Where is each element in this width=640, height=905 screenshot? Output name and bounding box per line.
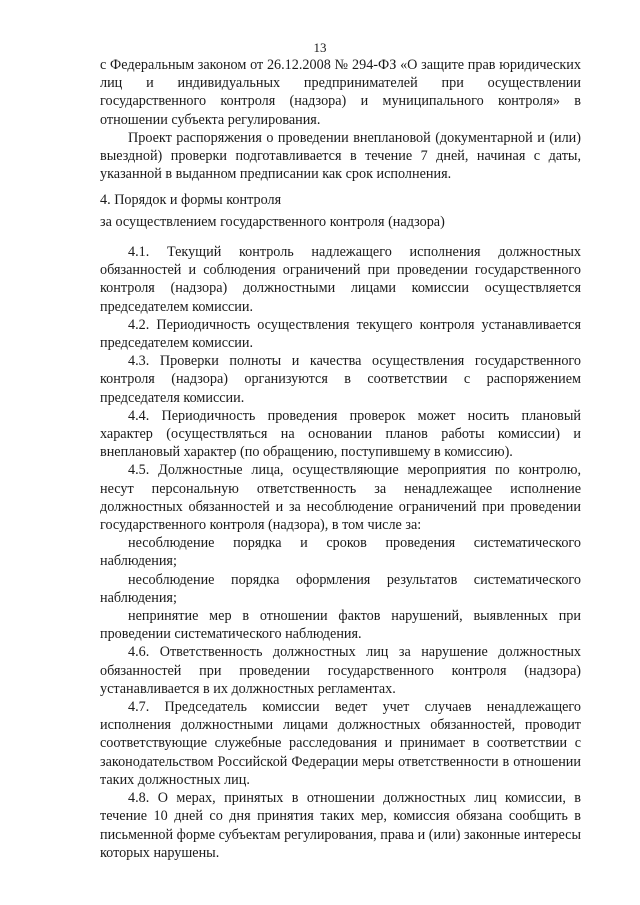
paragraph-4-6: 4.6. Ответственность должностных лиц за нарушение должностных обязанностей при проведении государственного контроля (надзора) устанавливается в их должностных регламентах. [100,644,581,697]
paragraph-4-4: 4.4. Периодичность проведения проверок может носить плановый характер (осуществляться на основании планов работы комиссии) и внеплановый характер (по обращению, поступившему в комиссию). [100,407,581,461]
list-item-1: несоблюдение порядка и сроков проведения систематического наблюдения; [100,535,581,570]
paragraph-4-2: 4.2. Периодичность осуществления текущего контроля устанавливается председателем комиссии. [100,316,581,352]
intro-paragraph-1: с Федеральным законом от 26.12.2008 № 294-ФЗ «О защите прав юридических лиц и индивидуальных предпринимателей при осуществлении государственного контроля (надзора) и муниципального контроля» в отношении субъекта регулирования. [100,57,581,128]
paragraph-4-3: 4.3. Проверки полноты и качества осуществления государственного контроля (надзора) организуются в соответствии с распоряжением председателя комиссии. [100,353,581,406]
paragraph-4-7: 4.7. Председатель комиссии ведет учет случаев ненадлежащего исполнения должностными лицами должностных обязанностей, проводит соответствующие служебные расследования и принимает в соответствии с законодательством Российской Федерации меры ответственности в отношении таких должностных лиц. [100,699,581,788]
intro-text [100,56,581,183]
paragraph-4-5: 4.5. Должностные лица, осуществляющие мероприятия по контролю, несут персональную ответственность за ненадлежащее исполнение должностных обязанностей и за несоблюдение ограничений при проведении государственного контроля (надзора), в том числе за: [100,462,581,534]
section-body [100,243,581,862]
list-item-3: непринятие мер в отношении фактов нарушений, выявленных при проведении систематического наблюдения. [100,608,581,643]
page-number: 13 [313,40,327,55]
paragraph-4-8: 4.8. О мерах, принятых в отношении должностных лиц комиссии, в течение 10 дней со дня принятия таких мер, комиссия обязана сообщить в письменной форме субъектам регулирования, права и (или) законные интересы которых нарушены. [100,790,581,861]
section-heading-line-2: за осуществлением государственного контроля (надзора) [100,214,445,231]
list-item-2: несоблюдение порядка оформления результатов систематического наблюдения; [100,571,581,606]
section-heading [100,191,581,231]
section-heading-line-1: 4. Порядок и формы контроля [100,192,282,208]
intro-paragraph-2: Проект распоряжения о проведении внеплановой (документарной и (или) выездной) проверки подготавливается в течение 7 дней, начиная с даты, указанной в выданном предписании как срок исполнения. [100,129,581,183]
paragraph-4-1: 4.1. Текущий контроль надлежащего исполнения должностных обязанностей и соблюдения ограничений при проведении государственного контроля (надзора) должностными лицами комиссии осуществляется председателем комиссии. [100,244,581,315]
